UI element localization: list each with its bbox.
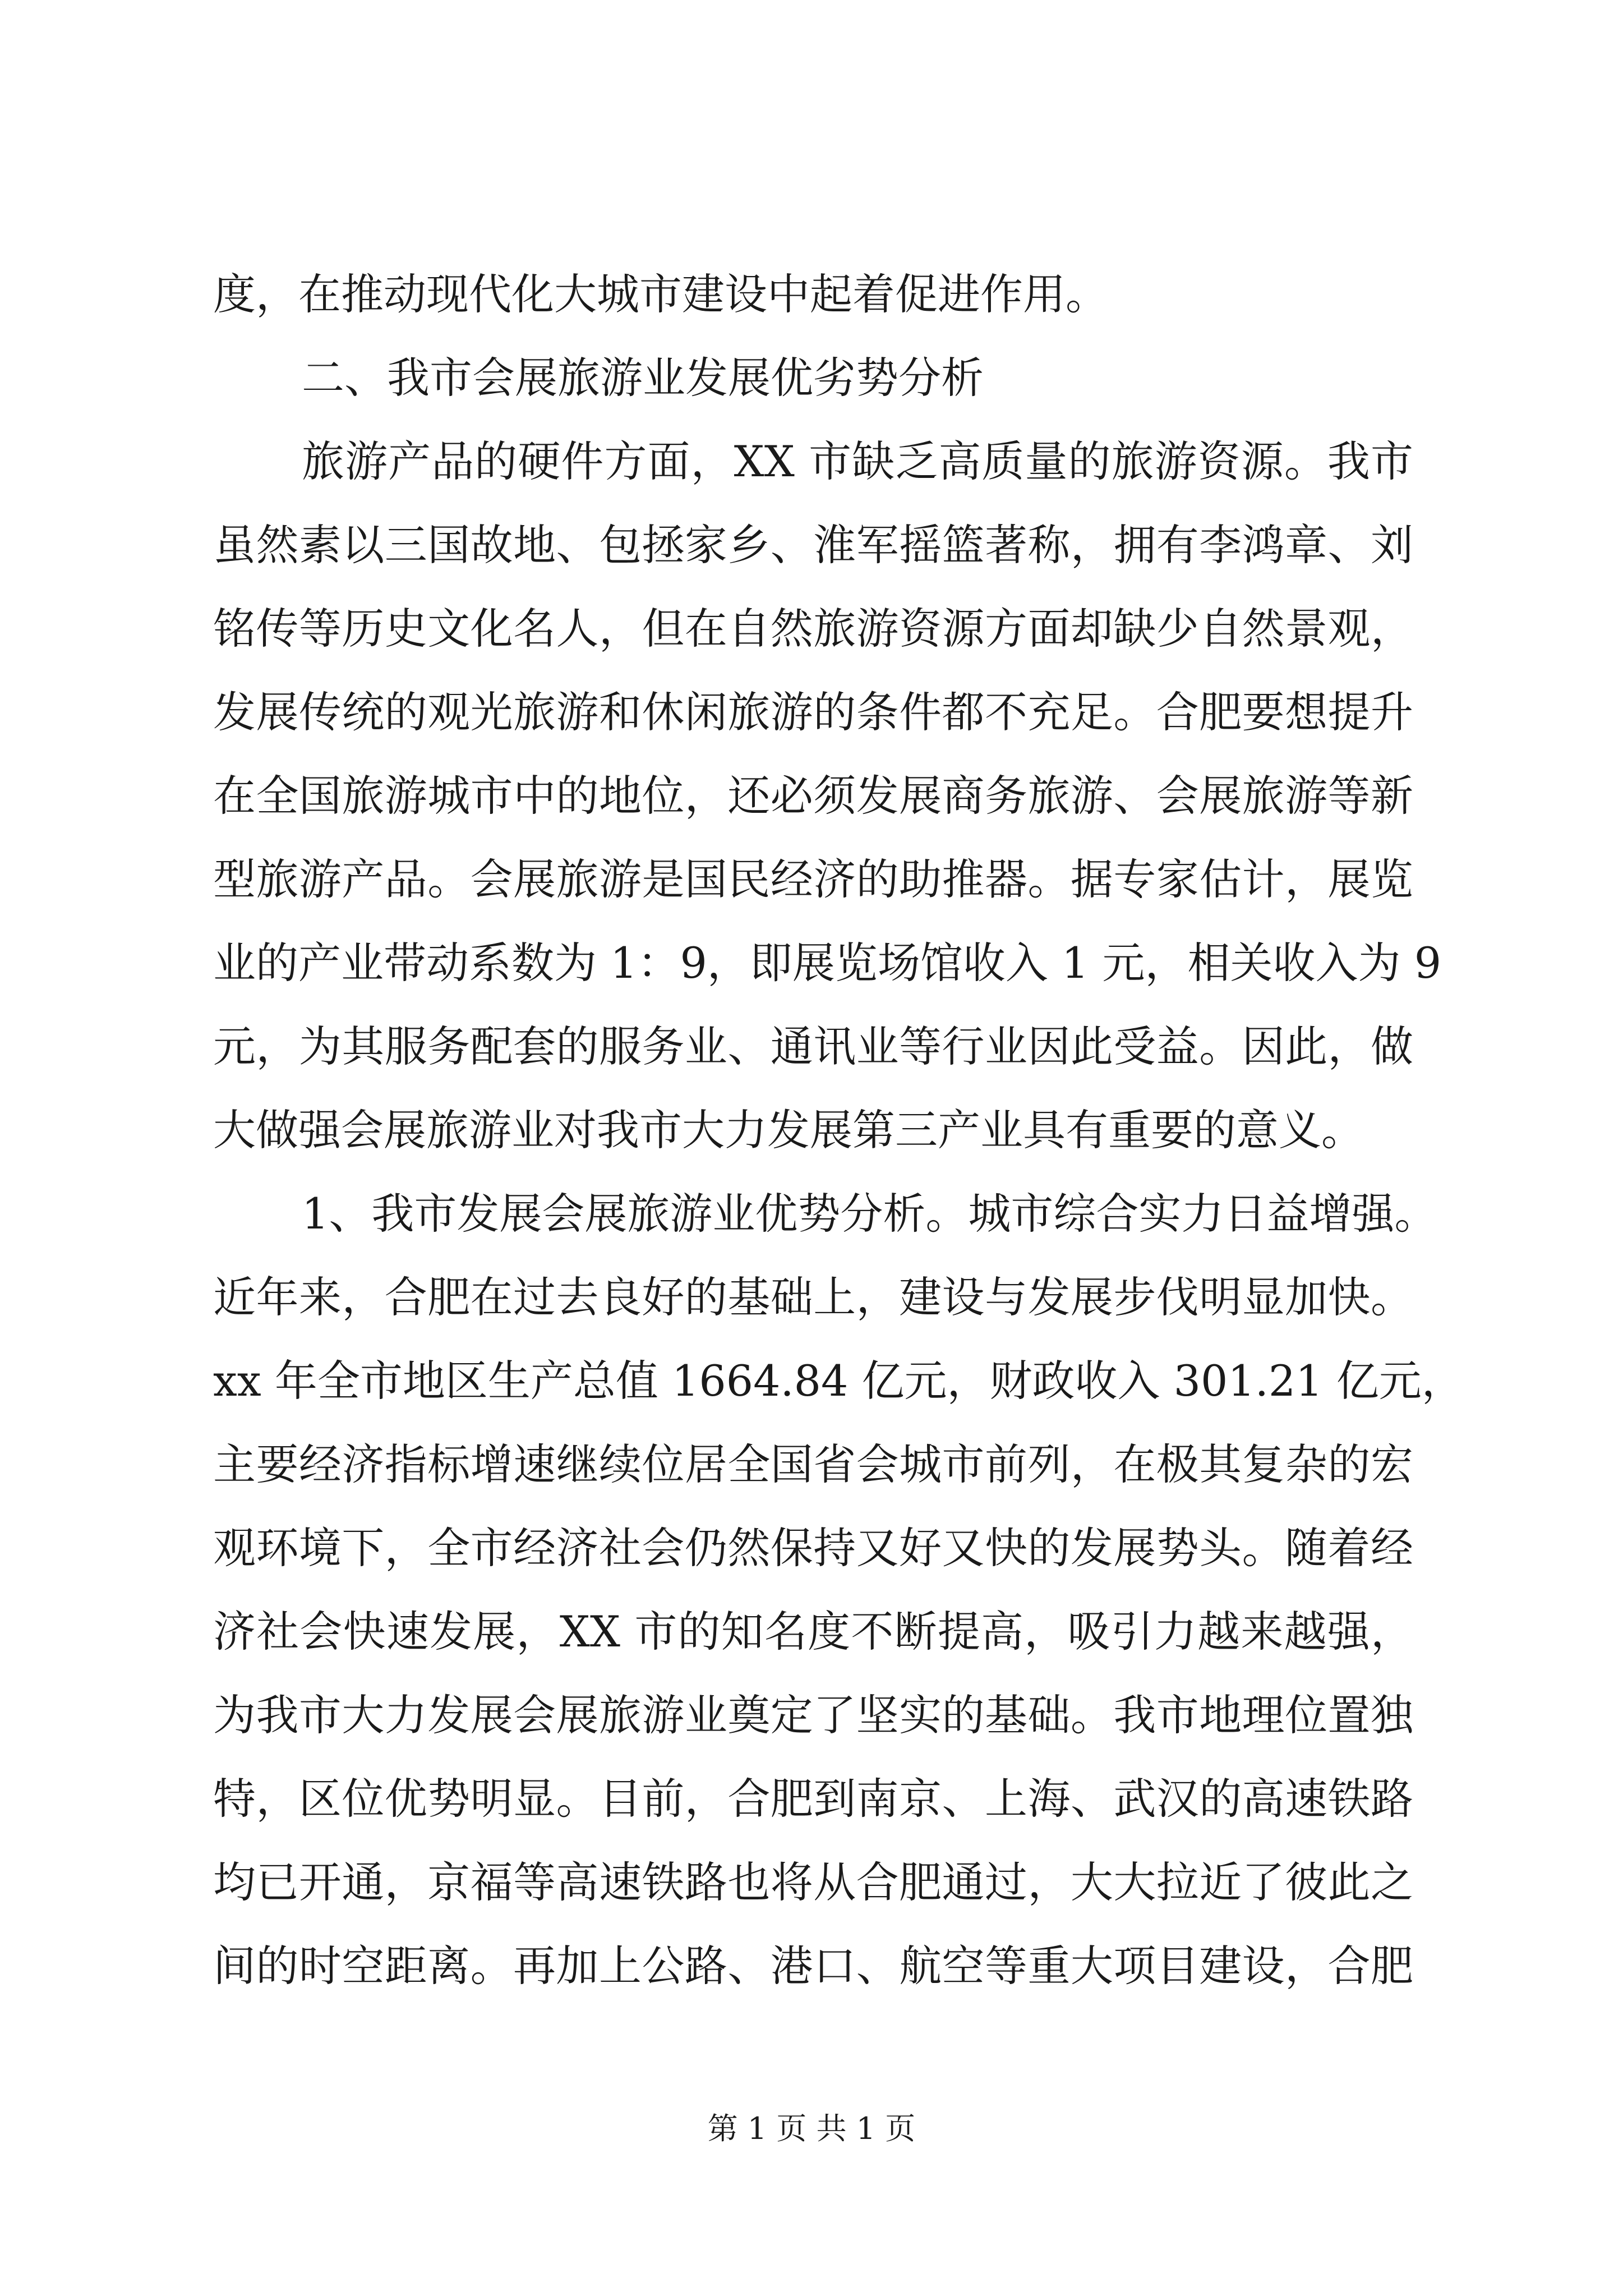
paragraph-line: 间的时空距离。再加上公路、港口、航空等重大项目建设，合肥	[213, 1941, 1413, 1991]
paragraph-line: 1、我市发展会展旅游业优势分析。城市综合实力日益增强。	[302, 1189, 1437, 1239]
paragraph-line: 在全国旅游城市中的地位，还必须发展商务旅游、会展旅游等新	[213, 771, 1413, 821]
paragraph-line: 度，在推动现代化大城市建设中起着促进作用。	[213, 269, 1108, 319]
paragraph-line: 主要经济指标增速继续位居全国省会城市前列，在极其复杂的宏	[213, 1439, 1413, 1489]
paragraph-line: 济社会快速发展，XX 市的知名度不断提高，吸引力越来越强，	[213, 1607, 1413, 1657]
paragraph-line: 型旅游产品。会展旅游是国民经济的助推器。据专家估计，展览	[213, 854, 1413, 904]
page-number-footer: 第 1 页 共 1 页	[707, 2111, 916, 2146]
paragraph-line: 均已开通，京福等高速铁路也将从合肥通过，大大拉近了彼此之	[213, 1857, 1413, 1907]
paragraph-line: 为我市大力发展会展旅游业奠定了坚实的基础。我市地理位置独	[213, 1690, 1413, 1740]
paragraph-line: 特，区位优势明显。目前，合肥到南京、上海、武汉的高速铁路	[213, 1774, 1413, 1824]
paragraph-line: 铭传等历史文化名人，但在自然旅游资源方面却缺少自然景观，	[213, 604, 1413, 654]
paragraph-line: 旅游产品的硬件方面，XX 市缺乏高质量的旅游资源。我市	[302, 436, 1413, 486]
paragraph-line: 发展传统的观光旅游和休闲旅游的条件都不充足。合肥要想提升	[213, 687, 1413, 737]
paragraph-line: 大做强会展旅游业对我市大力发展第三产业具有重要的意义。	[213, 1105, 1364, 1155]
paragraph-line: 虽然素以三国故地、包拯家乡、淮军摇篮著称，拥有李鸿章、刘	[213, 520, 1413, 570]
paragraph-line: xx 年全市地区生产总值 1664.84 亿元，财政收入 301.21 亿元，	[213, 1356, 1464, 1406]
section-heading: 二、我市会展旅游业发展优劣势分析	[302, 353, 984, 403]
paragraph-line: 元，为其服务配套的服务业、通讯业等行业因此受益。因此，做	[213, 1022, 1413, 1071]
document-body	[213, 252, 1464, 2008]
paragraph-line: 近年来，合肥在过去良好的基础上，建设与发展步伐明显加快。	[213, 1272, 1413, 1322]
paragraph-line: 业的产业带动系数为 1：9，即展览场馆收入 1 元，相关收入为 9	[213, 938, 1442, 988]
paragraph-line: 观环境下，全市经济社会仍然保持又好又快的发展势头。随着经	[213, 1523, 1413, 1573]
